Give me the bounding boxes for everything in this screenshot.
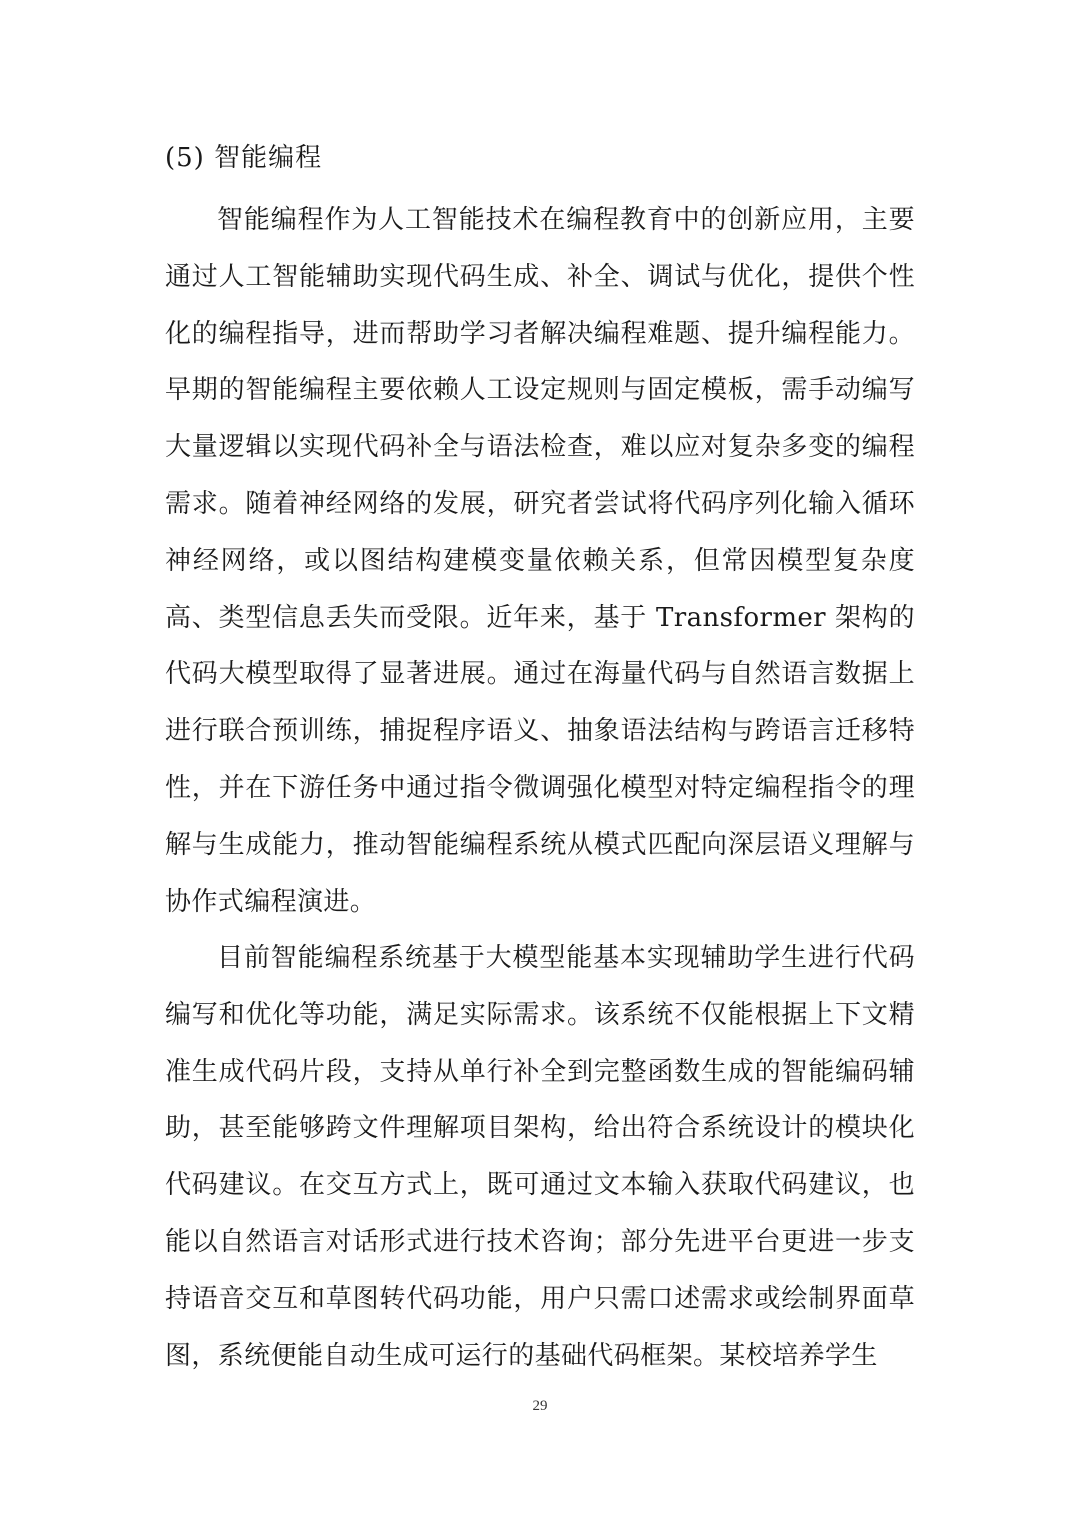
paragraph-intelligent-programming-intro: 智能编程作为人工智能技术在编程教育中的创新应用，主要通过人工智能辅助实现代码生成、补全、调试与优化，提供个性化的编程指导，进而帮助学习者解决编程难题、提升编程能力。早期的智能编程主要依赖人工设定规则与固定模板，需手动编写大量逻辑以实现代码补全与语法检查，难以应对复杂多变的编程需求。随着神经网络的发展，研究者尝试将代码序列化输入循环神经网络，或以图结构建模变量依赖关系，但常因模型复杂度高、类型信息丢失而受限。近年来，基于 Transformer 架构的代码大模型取得了显著进展。通过在海量代码与自然语言数据上进行联合预训练，捕捉程序语义、抽象语法结构与跨语言迁移特性，并在下游任务中通过指令微调强化模型对特定编程指令的理解与生成能力，推动智能编程系统从模式匹配向深层语义理解与协作式编程演进。	[165, 205, 915, 917]
paragraph-current-systems: 目前智能编程系统基于大模型能基本实现辅助学生进行代码编写和优化等功能，满足实际需求。该系统不仅能根据上下文精准生成代码片段，支持从单行补全到完整函数生成的智能编码辅助，甚至能够跨文件理解项目架构，给出符合系统设计的模块化代码建议。在交互方式上，既可通过文本输入获取代码建议，也能以自然语言对话形式进行技术咨询；部分先进平台更进一步支持语音交互和草图转代码功能，用户只需口述需求或绘制界面草图，系统便能自动生成可运行的基础代码框架。某校培养学生	[165, 943, 915, 1371]
page-number: 29	[532, 1398, 548, 1414]
section-heading: (5) 智能编程	[165, 143, 323, 173]
